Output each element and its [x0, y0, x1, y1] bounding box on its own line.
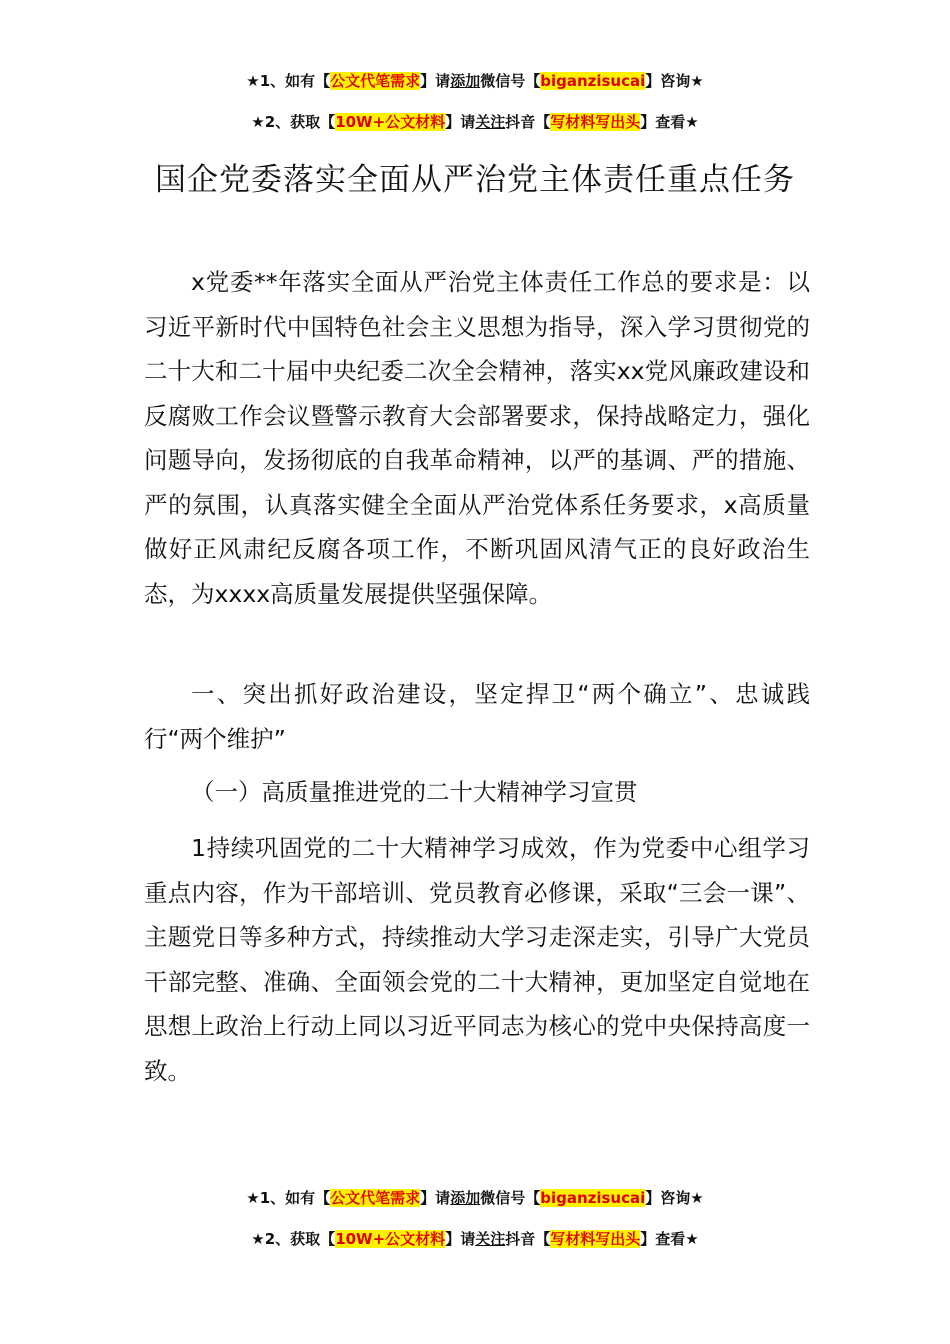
- banner-text: 】查看★: [640, 113, 699, 131]
- banner-highlight: biganzisucai: [540, 1189, 646, 1207]
- banner-underline: 添加: [450, 72, 481, 90]
- banner-text: ★1、如有【: [246, 72, 331, 90]
- banner-text: 抖音【: [505, 1230, 551, 1248]
- section-heading: 一、突出抓好政治建设，坚定捍卫“两个确立”、忠诚践行“两个维护”: [144, 680, 810, 753]
- banner-text: 抖音【: [505, 113, 551, 131]
- body-paragraph: 1持续巩固党的二十大精神学习成效，作为党委中心组学习重点内容，作为干部培训、党员教育必修课，采取“三会一课”、主题党日等多种方式，持续推动大学习走深走实，引导广大党员干部完整、准确、全面领会党的二十大精神，更加坚定自觉地在思想上政治上行动上同以习近平同志为核心的党中央保持高度一致。: [144, 834, 810, 1085]
- banner-underline: 添加: [450, 1189, 481, 1207]
- header-banner-line-2: [0, 110, 950, 134]
- banner-highlight: 10W+公文材料: [335, 113, 446, 131]
- banner-text: 微信号【: [480, 1189, 541, 1207]
- banner-text: 微信号【: [480, 72, 541, 90]
- banner-text: 】咨询★: [645, 72, 704, 90]
- body-paragraph: x党委**年落实全面从严治党主体责任工作总的要求是：以习近平新时代中国特色社会主义思想为指导，深入学习贯彻党的二十大和二十届中央纪委二次全会精神，落实xx党风廉政建设和反腐败工作会议暨警示教育大会部署要求，保持战略定力，强化问题导向，发扬彻底的自我革命精神，以严的基调、严的措施、严的氛围，认真落实健全全面从严治党体系任务要求，x高质量做好正风肃纪反腐各项工作，不断巩固风清气正的良好政治生态，为xxxx高质量发展提供坚强保障。: [144, 268, 810, 608]
- document-title: 国企党委落实全面从严治党主体责任重点任务: [155, 162, 795, 198]
- banner-text: 】咨询★: [645, 1189, 704, 1207]
- banner-highlight: biganzisucai: [540, 72, 646, 90]
- banner-text: 】请: [420, 72, 451, 90]
- banner-text: 】请: [445, 1230, 476, 1248]
- header-banner-line-1: [0, 69, 950, 93]
- banner-underline: 关注: [475, 113, 506, 131]
- footer-banner-line-2: [0, 1227, 950, 1251]
- banner-text: 】请: [420, 1189, 451, 1207]
- banner-highlight: 10W+公文材料: [335, 1230, 446, 1248]
- banner-highlight: 公文代笔需求: [330, 72, 421, 90]
- banner-text: ★2、获取【: [251, 1230, 336, 1248]
- subsection-heading: （一）高质量推进党的二十大精神学习宣贯: [191, 778, 638, 806]
- banner-highlight: 写材料写出头: [550, 1230, 641, 1248]
- banner-text: ★1、如有【: [246, 1189, 331, 1207]
- banner-underline: 关注: [475, 1230, 506, 1248]
- banner-highlight: 写材料写出头: [550, 113, 641, 131]
- banner-highlight: 公文代笔需求: [330, 1189, 421, 1207]
- footer-banner-line-1: [0, 1186, 950, 1210]
- banner-text: 】查看★: [640, 1230, 699, 1248]
- banner-text: ★2、获取【: [251, 113, 336, 131]
- banner-text: 】请: [445, 113, 476, 131]
